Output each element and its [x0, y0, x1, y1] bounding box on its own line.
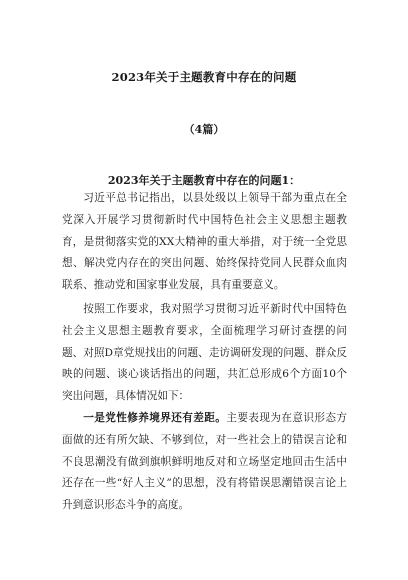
paragraph-3-lead: 一是党性修养境界还有差距。 — [83, 412, 227, 424]
paragraph-1-text: 习近平总书记指出，以县处级以上领导干部为重点在全党深入开展学习贯彻新时代中国特色社会主义思想主题教育，是贯彻落实党的XX大精神的重大举措，对于统一全党思想、解决党内存在的突出问题、始终保持党同人民群众血肉联系、推动党和国家事业发展，具有重要意义。 — [62, 192, 347, 292]
paragraph-3-text: 主要表现为在意识形态方面做的还有所欠缺、不够到位，对一些社会上的错误言论和不良思潮没有做到旗帜鲜明地反对和立场坚定地回击生活中还存在一些“好人主义”的思想，没有将错误思潮错误言论上升到意识形态斗争的高度。 — [62, 412, 348, 512]
document-count: （4篇） — [183, 123, 225, 136]
document-title: 2023年关于主题教育中存在的问题 — [111, 70, 297, 84]
paragraph-2-text: 按照工作要求，我对照学习贯彻习近平新时代中国特色社会主义思想主题教育要求，全面梳理学习研讨查摆的问题、对照D章党规找出的问题、走访调研发现的问题、群众反映的问题、谈心谈话指出的问题，共汇总形成6个方面10个突出问题，具体情况如下： — [62, 303, 347, 403]
section-heading: 2023年关于主题教育中存在的问题1： — [107, 174, 301, 187]
paragraph-3 — [62, 408, 347, 517]
paragraph-2 — [62, 299, 347, 408]
paragraph-1 — [62, 188, 347, 297]
